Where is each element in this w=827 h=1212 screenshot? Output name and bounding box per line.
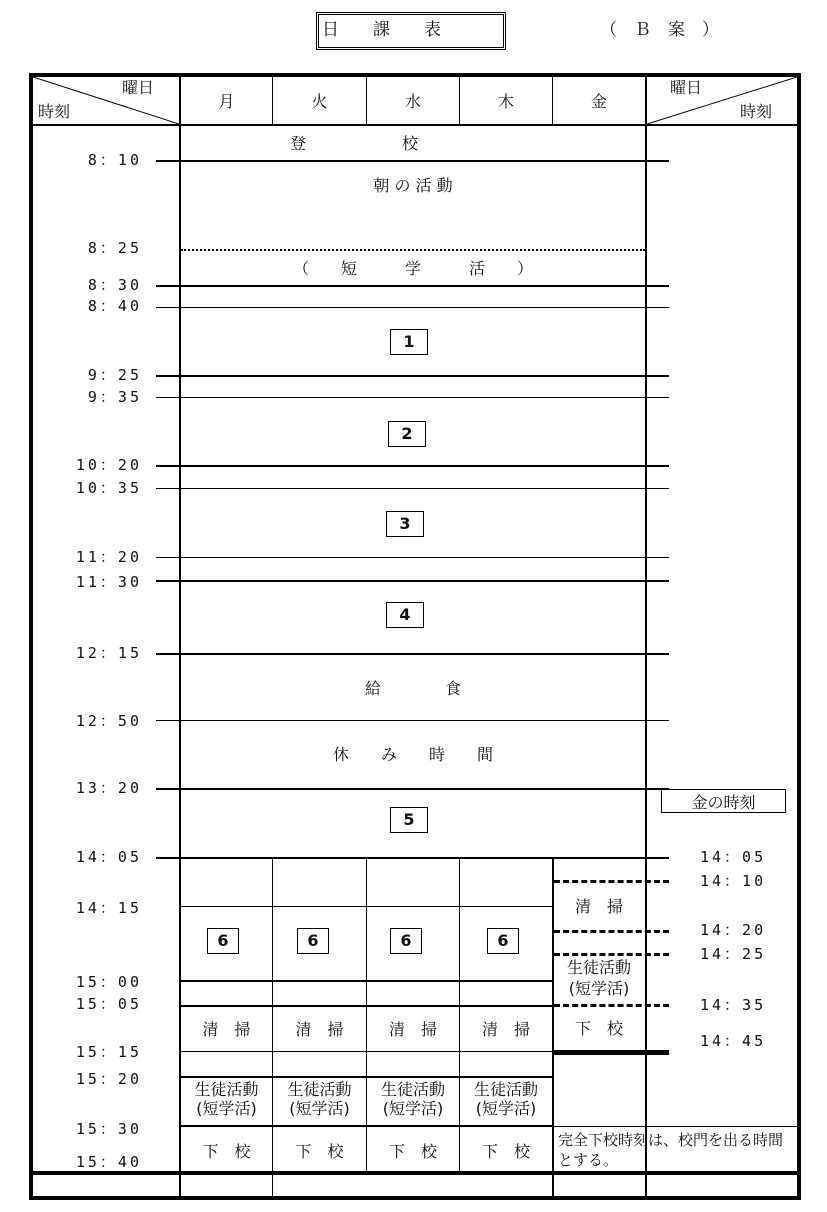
period-6-mon: 6 — [207, 928, 239, 954]
time-0925: 9：25 — [87, 366, 142, 384]
fri-seito-line2: (短学活) — [568, 978, 630, 998]
page-subtitle: （ Ｂ 案 ） — [600, 20, 719, 40]
period-6-thu: 6 — [487, 928, 519, 954]
time-1035: 10：35 — [75, 479, 142, 497]
closing-note: 完全下校時刻は、校門を出る時間とする。 — [558, 1131, 784, 1169]
period-6-wed: 6 — [390, 928, 422, 954]
seito-thu-line1: 生徒活動 — [473, 1080, 538, 1099]
time-0830: 8：30 — [87, 276, 142, 294]
time-1405: 14：05 — [75, 848, 142, 866]
header-youbi-left: 曜日 — [122, 78, 155, 97]
fri-seisou: 清 掃 — [574, 897, 623, 916]
time-1130: 11：30 — [75, 573, 142, 591]
gekou-thu: 下 校 — [481, 1142, 530, 1161]
seito-tue — [273, 1080, 366, 1118]
time-1415: 14：15 — [75, 899, 142, 917]
seito-tue-line1: 生徒活動 — [287, 1080, 352, 1099]
seito-thu — [460, 1080, 552, 1118]
fri-line-1410 — [554, 880, 669, 883]
block-yasumi: 休 み 時 間 — [332, 745, 493, 764]
time-1215: 12：15 — [75, 644, 142, 662]
seito-mon-line1: 生徒活動 — [194, 1080, 259, 1099]
seito-wed-line1: 生徒活動 — [380, 1080, 445, 1099]
header-day-fri: 金 — [590, 92, 607, 111]
time-1520: 15：20 — [75, 1070, 142, 1088]
time-1505: 15：05 — [75, 995, 142, 1013]
fri-line-1425 — [554, 953, 669, 956]
period-4-box: 4 — [386, 602, 424, 628]
seisou-tue: 清 掃 — [295, 1020, 344, 1039]
seito-wed-line2: (短学活) — [382, 1099, 444, 1119]
block-toukou: 登 校 — [289, 134, 418, 153]
header-day-mon: 月 — [218, 92, 235, 111]
header-youbi-right: 曜日 — [670, 78, 703, 97]
fri-time-1435: 14：35 — [700, 996, 767, 1014]
header-jikoku-right: 時刻 — [740, 102, 773, 121]
fri-gekou: 下 校 — [574, 1019, 623, 1038]
time-1320: 13：20 — [75, 779, 142, 797]
time-1120: 11：20 — [75, 548, 142, 566]
time-1500: 15：00 — [75, 973, 142, 991]
seito-mon-line2: (短学活) — [196, 1099, 257, 1119]
time-0840: 8：40 — [87, 297, 142, 315]
period-3-box: 3 — [386, 511, 424, 537]
time-1020: 10：20 — [75, 456, 142, 474]
time-0935: 9：35 — [87, 388, 142, 406]
header-day-thu: 木 — [497, 92, 514, 111]
fri-time-1420: 14：20 — [700, 921, 767, 939]
header-day-tue: 火 — [311, 92, 328, 111]
page-title: 日 課 表 — [322, 20, 441, 40]
fri-time-1445: 14：45 — [700, 1032, 767, 1050]
fri-time-1405: 14：05 — [700, 848, 767, 866]
seito-thu-line2: (短学活) — [475, 1099, 537, 1119]
fri-time-1425: 14：25 — [700, 945, 767, 963]
time-1515: 15：15 — [75, 1043, 142, 1061]
time-1540: 15：40 — [75, 1153, 142, 1171]
block-asa-no-katsudo: 朝 の 活 動 — [373, 176, 453, 195]
fri-time-1410: 14：10 — [700, 872, 767, 890]
period-5-box: 5 — [390, 807, 428, 833]
gekou-mon: 下 校 — [202, 1142, 251, 1161]
fri-seito — [553, 958, 645, 1000]
seito-mon — [181, 1080, 272, 1118]
seisou-thu: 清 掃 — [481, 1020, 530, 1039]
time-0810: 8：10 — [87, 151, 142, 169]
fri-line-1420 — [554, 930, 669, 933]
period-2-box: 2 — [388, 421, 426, 447]
header-jikoku-left: 時刻 — [38, 102, 71, 121]
gekou-wed: 下 校 — [388, 1142, 437, 1161]
fri-seito-line1: 生徒活動 — [566, 958, 631, 977]
gekou-tue: 下 校 — [295, 1142, 344, 1161]
fri-line-1435 — [554, 1004, 669, 1007]
time-0825: 8：25 — [87, 239, 142, 257]
period-1-box: 1 — [390, 329, 428, 355]
seito-wed — [367, 1080, 459, 1118]
seisou-mon: 清 掃 — [202, 1020, 251, 1039]
period-6-tue: 6 — [297, 928, 329, 954]
fri-time-label: 金の時刻 — [691, 793, 756, 812]
seito-tue-line2: (短学活) — [289, 1099, 350, 1119]
header-day-wed: 水 — [404, 92, 421, 111]
block-tangakukatsu: （ 短 学 活 ） — [292, 259, 533, 278]
time-1250: 12：50 — [75, 712, 142, 730]
seisou-wed: 清 掃 — [388, 1020, 437, 1039]
time-1530: 15：30 — [75, 1120, 142, 1138]
block-kyushoku: 給 食 — [364, 679, 461, 698]
